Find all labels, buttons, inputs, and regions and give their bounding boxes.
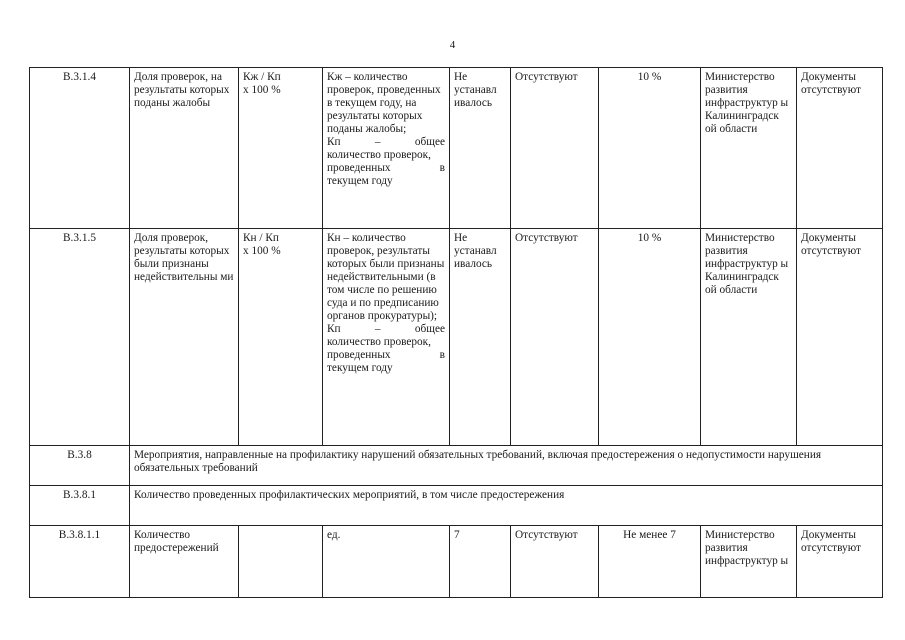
current-value: Отсутствуют xyxy=(511,229,599,446)
indicator-name: Доля проверок, результаты которых были признаны недействительны ми xyxy=(130,229,239,446)
formula-description: ед. xyxy=(323,526,450,598)
target-value: 10 % xyxy=(599,68,701,229)
page-number: 4 xyxy=(449,39,456,51)
responsible-org: Министерство развития инфраструктур ы Калининградск ой области xyxy=(701,229,797,446)
table-row xyxy=(30,229,883,446)
formula-description xyxy=(323,229,450,446)
section-title: Мероприятия, направленные на профилактику нарушений обязательных требований, включая предостережения о недопустимости нарушения обязательных требований xyxy=(130,446,883,486)
indicators-table xyxy=(29,67,883,598)
indicator-formula: Кн / Кп х 100 % xyxy=(239,229,323,446)
kp-dash: – xyxy=(374,323,381,335)
kp-line-2 xyxy=(327,162,445,175)
description-kp-line xyxy=(327,136,445,149)
section-code: В.3.8.1 xyxy=(30,486,130,526)
kp-prov: проведенных xyxy=(327,162,391,174)
target-value: 10 % xyxy=(599,229,701,446)
documents-status: Документы отсутствуют xyxy=(797,229,883,446)
description-main: Кн – количество проверок, результаты которых были признаны недействительными (в том числе по решению суда и по предписанию органов прокуратуры); xyxy=(327,232,445,322)
kp-v: в xyxy=(439,162,445,174)
kp-dash: – xyxy=(374,136,381,148)
responsible-org: Министерство развития инфраструктур ы xyxy=(701,526,797,598)
kp-rest: количество проверок, xyxy=(327,149,431,161)
kp-symbol: Кп xyxy=(327,323,341,335)
base-value: Не устанавл ивалось xyxy=(450,229,511,446)
target-value: Не менее 7 xyxy=(599,526,701,598)
description-kp-line xyxy=(327,323,445,336)
kp-line-2 xyxy=(327,349,445,362)
row-code: В.3.8.1.1 xyxy=(30,526,130,598)
section-row xyxy=(30,446,883,486)
responsible-org: Министерство развития инфраструктур ы Калининградск ой области xyxy=(701,68,797,229)
row-code: В.3.1.4 xyxy=(30,68,130,229)
section-title: Количество проведенных профилактических мероприятий, в том числе предостережения xyxy=(130,486,883,526)
indicator-name: Количество предостережений xyxy=(130,526,239,598)
table-row xyxy=(30,526,883,598)
row-code: В.3.1.5 xyxy=(30,229,130,446)
table-row xyxy=(30,68,883,229)
current-value: Отсутствуют xyxy=(511,526,599,598)
indicator-formula: Кж / Кп х 100 % xyxy=(239,68,323,229)
kp-tail: текущем году xyxy=(327,362,393,374)
kp-word: общее xyxy=(414,136,445,148)
kp-tail: текущем году xyxy=(327,175,393,187)
base-value: Не устанавл ивалось xyxy=(450,68,511,229)
description-main: Кж – количество проверок, проведенных в текущем году, на результаты которых поданы жалобы; xyxy=(327,71,441,135)
documents-status: Документы отсутствуют xyxy=(797,68,883,229)
indicator-formula xyxy=(239,526,323,598)
section-row xyxy=(30,486,883,526)
kp-v: в xyxy=(439,349,445,361)
kp-prov: проведенных xyxy=(327,349,391,361)
kp-word: общее xyxy=(414,323,445,335)
section-code: В.3.8 xyxy=(30,446,130,486)
kp-symbol: Кп xyxy=(327,136,341,148)
documents-status: Документы отсутствуют xyxy=(797,526,883,598)
base-value: 7 xyxy=(450,526,511,598)
indicator-name: Доля проверок, на результаты которых поданы жалобы xyxy=(130,68,239,229)
formula-description xyxy=(323,68,450,229)
current-value: Отсутствуют xyxy=(511,68,599,229)
kp-rest: количество проверок, xyxy=(327,336,431,348)
